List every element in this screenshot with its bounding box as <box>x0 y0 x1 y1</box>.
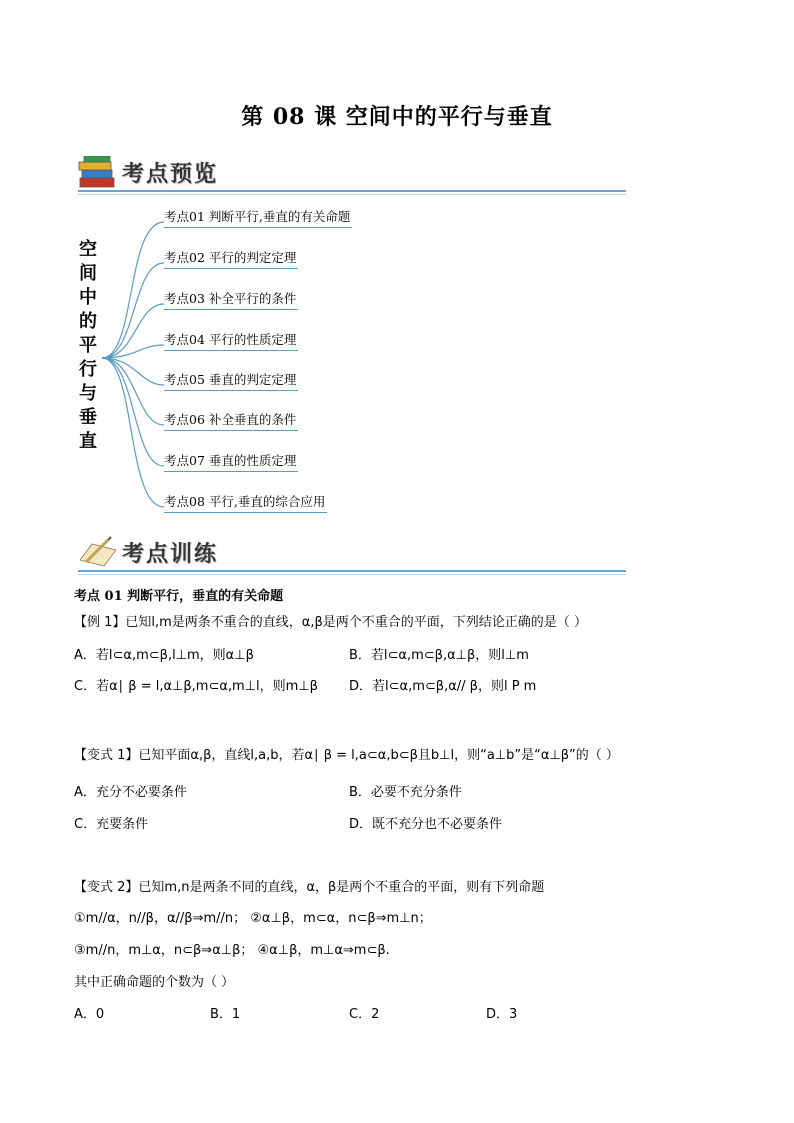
mindmap-root: 空 间 中 的 平 行 与 垂 直 <box>79 239 97 452</box>
variant2-option-d: D．3 <box>486 1007 518 1022</box>
example1-option-c: C．若α∣ β = l,α⊥β,m⊂α,m⊥l，则m⊥β <box>74 679 318 694</box>
mindmap-branch-5: 考点05 垂直的判定定理 <box>164 370 298 391</box>
variant2-line2: ③m//n，m⊥α，n⊂β⇒α⊥β； ④α⊥β，m⊥α⇒m⊂β. <box>74 943 390 958</box>
books-icon <box>78 156 118 190</box>
mindmap-branch-4: 考点04 平行的性质定理 <box>164 330 298 351</box>
variant2-line1: ①m//α，n//β，α//β⇒m//n； ②α⊥β，m⊂α，n⊂β⇒m⊥n； <box>74 911 432 926</box>
variant1-option-c: C．充要条件 <box>74 817 149 832</box>
section-header-preview <box>78 152 626 192</box>
variant2-option-b: B．1 <box>210 1007 241 1022</box>
variant2-ask: 其中正确命题的个数为（ ） <box>74 975 235 990</box>
mindmap-branch-3: 考点03 补全平行的条件 <box>164 289 298 310</box>
example1-option-d: D．若l⊂α,m⊂β,α// β，则l P m <box>349 679 537 694</box>
variant1-option-a: A．充分不必要条件 <box>74 785 187 800</box>
pen-paper-icon <box>78 536 118 570</box>
variant2-stem: 【变式 2】已知m,n是两条不同的直线，α，β是两个不重合的平面，则有下列命题 <box>74 880 545 895</box>
section-title-preview: 考点预览 <box>122 162 219 187</box>
variant2-option-c: C．2 <box>349 1007 380 1022</box>
section-header-training <box>78 532 626 572</box>
variant1-stem: 【变式 1】已知平面α,β，直线l,a,b，若α∣ β = l,a⊂α,b⊂β且b⊥l，则“a⊥b”是“α⊥β”的（ ） <box>74 748 619 763</box>
mindmap-branch-1: 考点01 判断平行,垂直的有关命题 <box>164 207 352 228</box>
example1-option-b: B．若l⊂α,m⊂β,α⊥β，则l⊥m <box>349 648 529 663</box>
page-title: 第 08 课 空间中的平行与垂直 <box>241 104 553 130</box>
variant2-option-a: A．0 <box>74 1007 105 1022</box>
example1-option-a: A．若l⊂α,m⊂β,l⊥m，则α⊥β <box>74 648 254 663</box>
topic-heading: 考点 01 判断平行，垂直的有关命题 <box>74 589 284 604</box>
mindmap-branch-2: 考点02 平行的判定定理 <box>164 248 298 269</box>
mindmap-branch-6: 考点06 补全垂直的条件 <box>164 410 298 431</box>
mindmap-branch-7: 考点07 垂直的性质定理 <box>164 451 298 472</box>
section-title-training: 考点训练 <box>122 542 219 567</box>
example1-stem: 【例 1】已知l,m是两条不重合的直线，α,β是两个不重合的平面，下列结论正确的是（ ） <box>74 615 587 630</box>
mindmap-branch-8: 考点08 平行,垂直的综合应用 <box>164 492 327 513</box>
variant1-option-d: D．既不充分也不必要条件 <box>349 817 503 832</box>
variant1-option-b: B．必要不充分条件 <box>349 785 462 800</box>
